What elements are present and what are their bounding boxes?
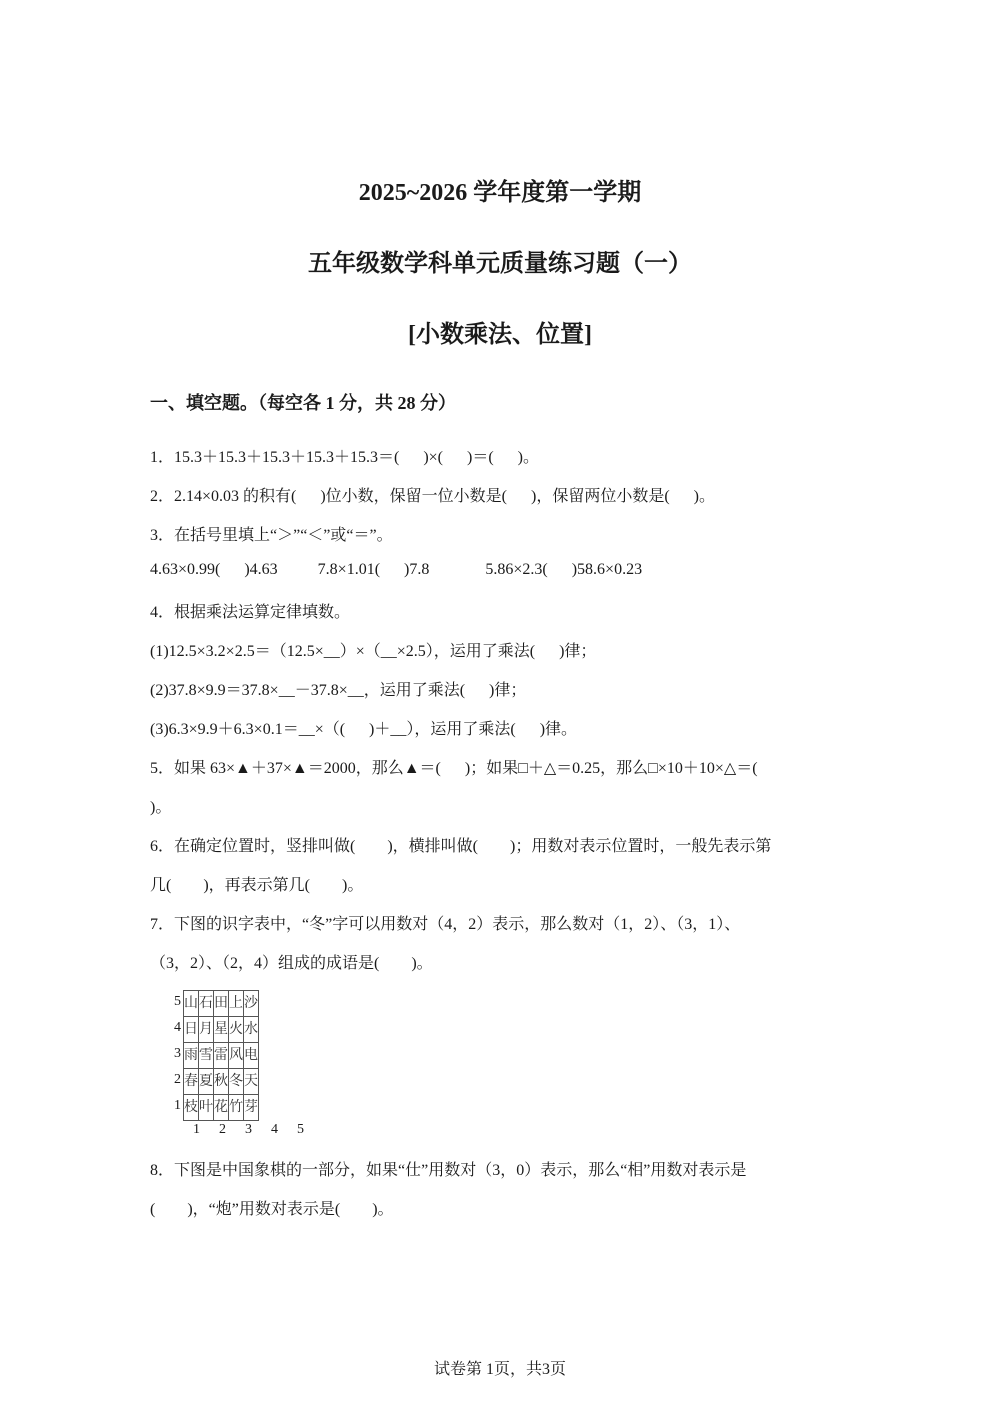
table-cell: 石 [199, 991, 214, 1017]
page-footer: 试卷第 1页，共3页 [433, 1361, 566, 1378]
table-cell: 雪 [199, 1043, 214, 1069]
table-cell: 星 [214, 1017, 229, 1043]
table-cell: 芽 [244, 1095, 259, 1121]
table-cell: 山 [184, 991, 199, 1017]
table-row [184, 1043, 259, 1069]
table-cell: 冬 [229, 1069, 244, 1095]
column-label: 4 [271, 1122, 278, 1137]
question-7-line-1: 7．下图的识字表中，“冬”字可以用数对（4，2）表示，那么数对（1，2）、（3，1）、 [150, 916, 741, 933]
table-cell: 电 [244, 1043, 259, 1069]
table-row [184, 991, 259, 1017]
question-4-part-1: (1)12.5×3.2×2.5＝（12.5×__）×（__×2.5），运用了乘法( )律； [150, 643, 597, 660]
row-label: 1 [174, 1098, 181, 1113]
exam-topic-title: [小数乘法、位置] [408, 322, 592, 348]
question-8-line-2: ( )，“炮”用数对表示是( )。 [150, 1201, 394, 1218]
table-cell: 田 [214, 991, 229, 1017]
table-cell: 竹 [229, 1095, 244, 1121]
exam-title: 五年级数学科单元质量练习题（一） [308, 251, 692, 277]
row-label: 2 [174, 1072, 181, 1087]
question-5-line-2: )。 [150, 799, 172, 816]
question-8-line-1: 8．下图是中国象棋的一部分，如果“仕”用数对（3，0）表示，那么“相”用数对表示是 [150, 1162, 747, 1179]
table-cell: 枝 [184, 1095, 199, 1121]
exam-term-title: 2025~2026 学年度第一学期 [358, 180, 642, 206]
column-label: 2 [219, 1122, 226, 1137]
question-3: 3．在括号里填上“＞”“＜”或“＝”。 [150, 527, 393, 544]
table-cell: 水 [244, 1017, 259, 1043]
question-7-line-2: （3，2）、（2，4）组成的成语是( )。 [150, 955, 433, 972]
table-cell: 叶 [199, 1095, 214, 1121]
question-4: 4．根据乘法运算定律填数。 [150, 604, 351, 621]
table-row [184, 1095, 259, 1121]
table-cell: 日 [184, 1017, 199, 1043]
table-cell: 风 [229, 1043, 244, 1069]
question-6-line-2: 几( )，再表示第几( )。 [150, 877, 364, 894]
question-2: 2．2.14×0.03 的积有( )位小数，保留一位小数是( )，保留两位小数是( )。 [150, 488, 715, 505]
table-cell: 沙 [244, 991, 259, 1017]
table-cell: 天 [244, 1069, 259, 1095]
question-6-line-1: 6．在确定位置时，竖排叫做( )，横排叫做( )；用数对表示位置时，一般先表示第 [150, 838, 772, 855]
section-heading-fill-blank: 一、填空题。（每空各 1 分，共 28 分） [150, 393, 456, 413]
table-cell: 雷 [214, 1043, 229, 1069]
question-3-items: 4.63×0.99( )4.63 7.8×1.01( )7.8 5.86×2.3( )58.6×0.23 [150, 561, 643, 578]
table-cell: 上 [229, 991, 244, 1017]
table-row [184, 1017, 259, 1043]
question-1: 1．15.3＋15.3＋15.3＋15.3＋15.3＝( )×( )＝( )。 [150, 449, 539, 466]
question-4-part-3: (3)6.3×9.9＋6.3×0.1＝__×（( )＋__），运用了乘法( )律。 [150, 721, 578, 738]
table-cell: 雨 [184, 1043, 199, 1069]
character-table [183, 990, 259, 1121]
column-label: 1 [193, 1122, 200, 1137]
table-cell: 花 [214, 1095, 229, 1121]
table-row [184, 1069, 259, 1095]
table-cell: 夏 [199, 1069, 214, 1095]
table-cell: 月 [199, 1017, 214, 1043]
table-cell: 春 [184, 1069, 199, 1095]
table-cell: 火 [229, 1017, 244, 1043]
question-5-line-1: 5．如果 63×▲＋37×▲＝2000，那么▲＝( )；如果□＋△＝0.25，那么□×10＋10×△＝( [150, 760, 758, 777]
row-label: 5 [174, 994, 181, 1009]
table-cell: 秋 [214, 1069, 229, 1095]
row-label: 4 [174, 1020, 181, 1035]
column-label: 3 [245, 1122, 252, 1137]
question-4-part-2: (2)37.8×9.9＝37.8×__－37.8×__，运用了乘法( )律； [150, 682, 527, 699]
row-label: 3 [174, 1046, 181, 1061]
column-label: 5 [297, 1122, 304, 1137]
